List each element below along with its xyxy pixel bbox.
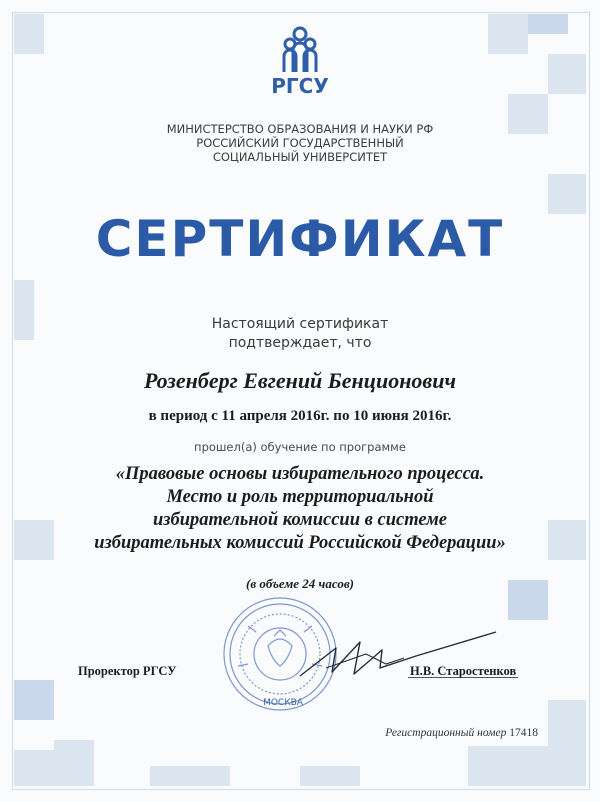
recipient-name: Розенберг Евгений Бенционович xyxy=(143,368,457,393)
people-logo-icon xyxy=(262,26,338,74)
signatory-position: Проректор РГСУ xyxy=(78,664,177,678)
program-intro: прошел(а) обучение по программе xyxy=(194,440,406,454)
program-line: «Правовые основы избирательного процесса. xyxy=(115,464,485,484)
intro-line: Настоящий сертификат xyxy=(211,316,389,332)
registration-number xyxy=(385,727,538,739)
program-line: Место и роль территориальной xyxy=(166,487,434,507)
seal-city: МОСКВА xyxy=(263,698,303,708)
signatory-name: Н.В. Старостенков xyxy=(410,664,517,678)
ministry-line: СОЦИАЛЬНЫЙ УНИВЕРСИТЕТ xyxy=(212,150,388,164)
signature-scribble-icon xyxy=(296,628,506,688)
certificate-title: СЕРТИФИКАТ xyxy=(95,210,505,268)
registration-label: Регистрационный номер xyxy=(385,727,507,739)
handwritten-signature xyxy=(296,628,506,688)
rgsu-logo xyxy=(262,26,338,102)
ministry-line: РОССИЙСКИЙ ГОСУДАРСТВЕННЫЙ xyxy=(196,136,404,150)
ministry-name xyxy=(100,122,500,164)
intro-line: подтверждает, что xyxy=(228,335,372,351)
intro-text xyxy=(100,315,500,353)
program-line: избирательных комиссий Российской Федерации» xyxy=(94,533,506,553)
training-period: в период с 11 апреля 2016г. по 10 июня 2016г. xyxy=(148,408,452,424)
ministry-line: МИНИСТЕРСТВО ОБРАЗОВАНИЯ И НАУКИ РФ xyxy=(166,122,434,136)
logo-text: РГСУ xyxy=(271,74,329,98)
registration-value: 17418 xyxy=(509,727,538,739)
course-volume: (в объеме 24 часов) xyxy=(246,576,354,591)
program-title xyxy=(40,463,560,555)
program-line: избирательной комиссии в системе xyxy=(153,510,447,530)
